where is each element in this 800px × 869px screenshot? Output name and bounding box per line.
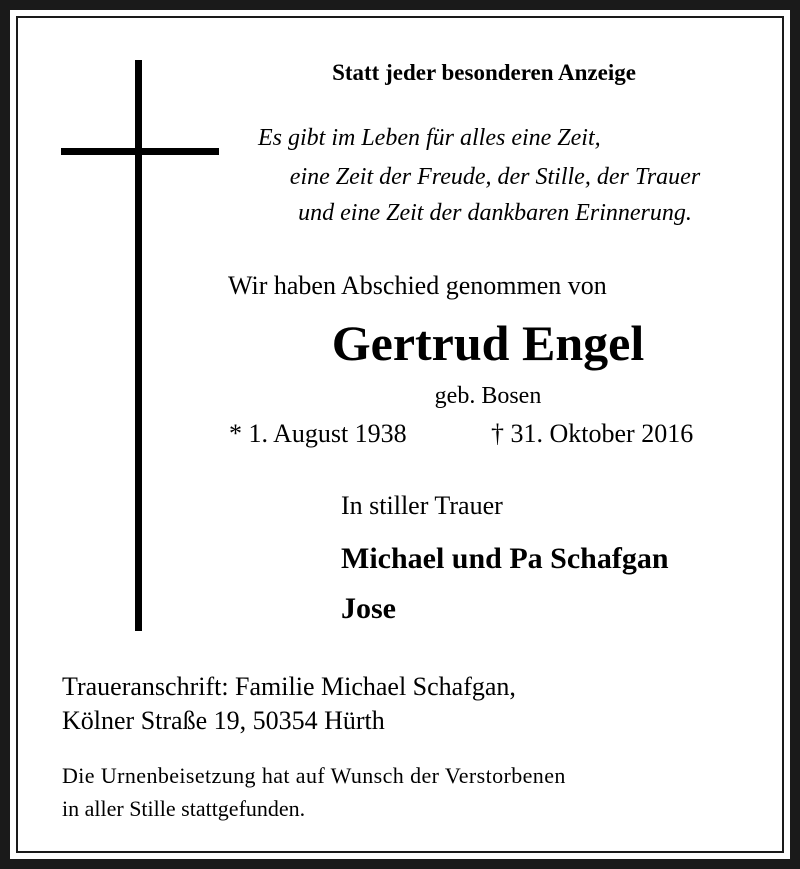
notice-heading: Statt jeder besonderen Anzeige [332,60,636,85]
death-date: † 31. Oktober 2016 [491,419,694,448]
mourning-address-line-2: Kölner Straße 19, 50354 Hürth [62,706,385,735]
farewell-intro: Wir haben Abschied genommen von [228,271,607,300]
cross-horizontal-bar [61,148,219,155]
mourner-name: Michael und Pa Schafgan [341,542,669,575]
burial-note-line-2: in aller Stille stattgefunden. [62,796,306,821]
poem-line-1: Es gibt im Leben für alles eine Zeit, [258,125,601,151]
mourning-address-line-1: Traueranschrift: Familie Michael Schafgan, [62,672,516,701]
birth-date: * 1. August 1938 [229,419,407,448]
poem-line-3: und eine Zeit der dankbaren Erinnerung. [298,200,692,226]
mourner-name: Jose [341,592,396,625]
mourning-line: In stiller Trauer [341,491,503,520]
cross-vertical-bar [135,60,142,631]
poem-line-2: eine Zeit der Freude, der Stille, der Trauer [289,164,701,190]
deceased-maiden-name: geb. Bosen [434,383,542,409]
burial-note-line-1: Die Urnenbeisetzung hat auf Wunsch der Verstorbenen [62,763,566,788]
deceased-name: Gertrud Engel [331,315,645,371]
